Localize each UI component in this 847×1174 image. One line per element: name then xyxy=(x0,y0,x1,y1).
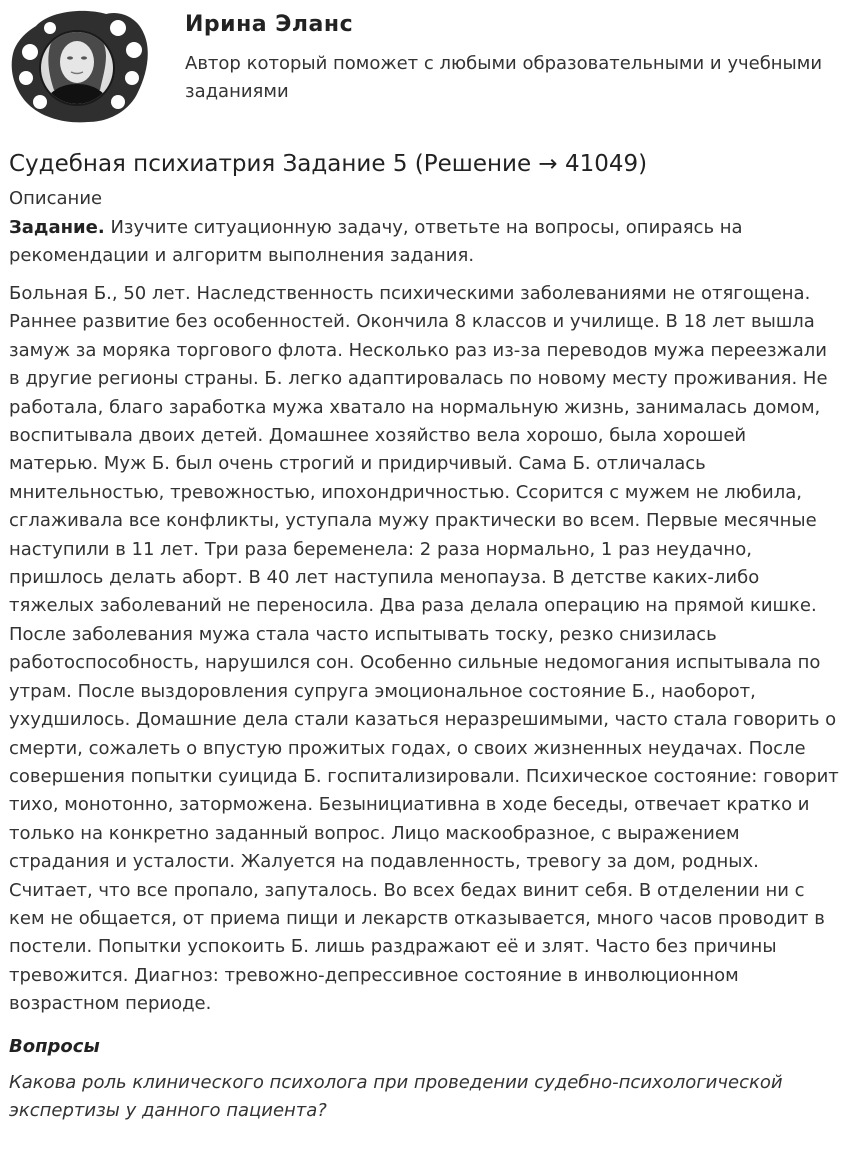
author-name[interactable]: Ирина Эланс xyxy=(185,12,354,37)
page-title: Судебная психиатрия Задание 5 (Решение → 41049) xyxy=(9,151,648,177)
author-header xyxy=(0,0,847,130)
questions-heading: Вопросы xyxy=(9,1035,100,1057)
question-item: Какова роль клинического психолога при проведении судебно-психологической экспертизы у данного пациента? xyxy=(9,1071,783,1121)
film-reel-avatar-icon xyxy=(6,6,152,126)
author-avatar[interactable] xyxy=(6,6,152,126)
main-content xyxy=(9,148,839,1125)
task-text: Изучите ситуационную задачу, ответьте на вопросы, опираясь на рекомендации и алгоритм выполнения задания. xyxy=(9,217,743,266)
case-description: Больная Б., 50 лет. Наследственность психическими заболеваниями не отягощена. Раннее развитие без особенностей. Окончила 8 классов и училище. В 18 лет вышла замуж за моряка торгового флота. Несколько раз из-за переводов мужа переезжали в другие регионы страны. Б. легко адаптировалась по новому месту проживания. Не работала, благо заработка мужа хватало на нормальную жизнь, занималась домом, воспитывала двоих детей. Домашнее хозяйство вела хорошо, была хорошей матерью. Муж Б. был очень строгий и придирчивый. Сама Б. отличалась мнительностью, тревожностью, ипохондричностью. Ссорится с мужем не любила, сглаживала все конфликты, уступала мужу практически во всем. Первые месячные наступили в 11 лет. Три раза беременела: 2 раза нормально, 1 раз неудачно, пришлось делать аборт. В 40 лет наступила менопауза. В детстве каких-либо тяжелых заболеваний не переносила. Два раза делала операцию на прямой кишке. После заболевания мужа стала часто испытывать тоску, резко снизилась работоспособность, нарушился сон. Особенно сильные недомогания испытывала по утрам. После выздоровления супруга эмоциональное состояние Б., наоборот, ухудшилось. Домашние дела стали казаться неразрешимыми, часто стала говорить о смерти, сожалеть о впустую прожитых годах, о своих жизненных неудачах. После совершения попытки суицида Б. госпитализировали. Психическое состояние: говорит тихо, монотонно, заторможена. Безынициативна в ходе беседы, отвечает кратко и только на конкретно заданный вопрос. Лицо маскообразное, с выражением страдания и усталости. Жалуется на подавленность, тревогу за дом, родных. Считает, что все пропало, запуталось. Во всех бедах винит себя. В отделении ни с кем не общается, от приема пищи и лекарств отказывается, много часов проводит в постели. Попытки успокоить Б. лишь раздражают её и злят. Часто без причины тревожится. Диагноз: тревожно-депрессивное состояние в инволюционном возрастном периоде. xyxy=(9,283,839,1015)
task-paragraph xyxy=(9,214,839,270)
author-description: Автор который поможет с любыми образовательными и учебными заданиями xyxy=(185,53,823,102)
task-label: Задание. xyxy=(9,217,105,238)
description-label: Описание xyxy=(9,188,103,209)
